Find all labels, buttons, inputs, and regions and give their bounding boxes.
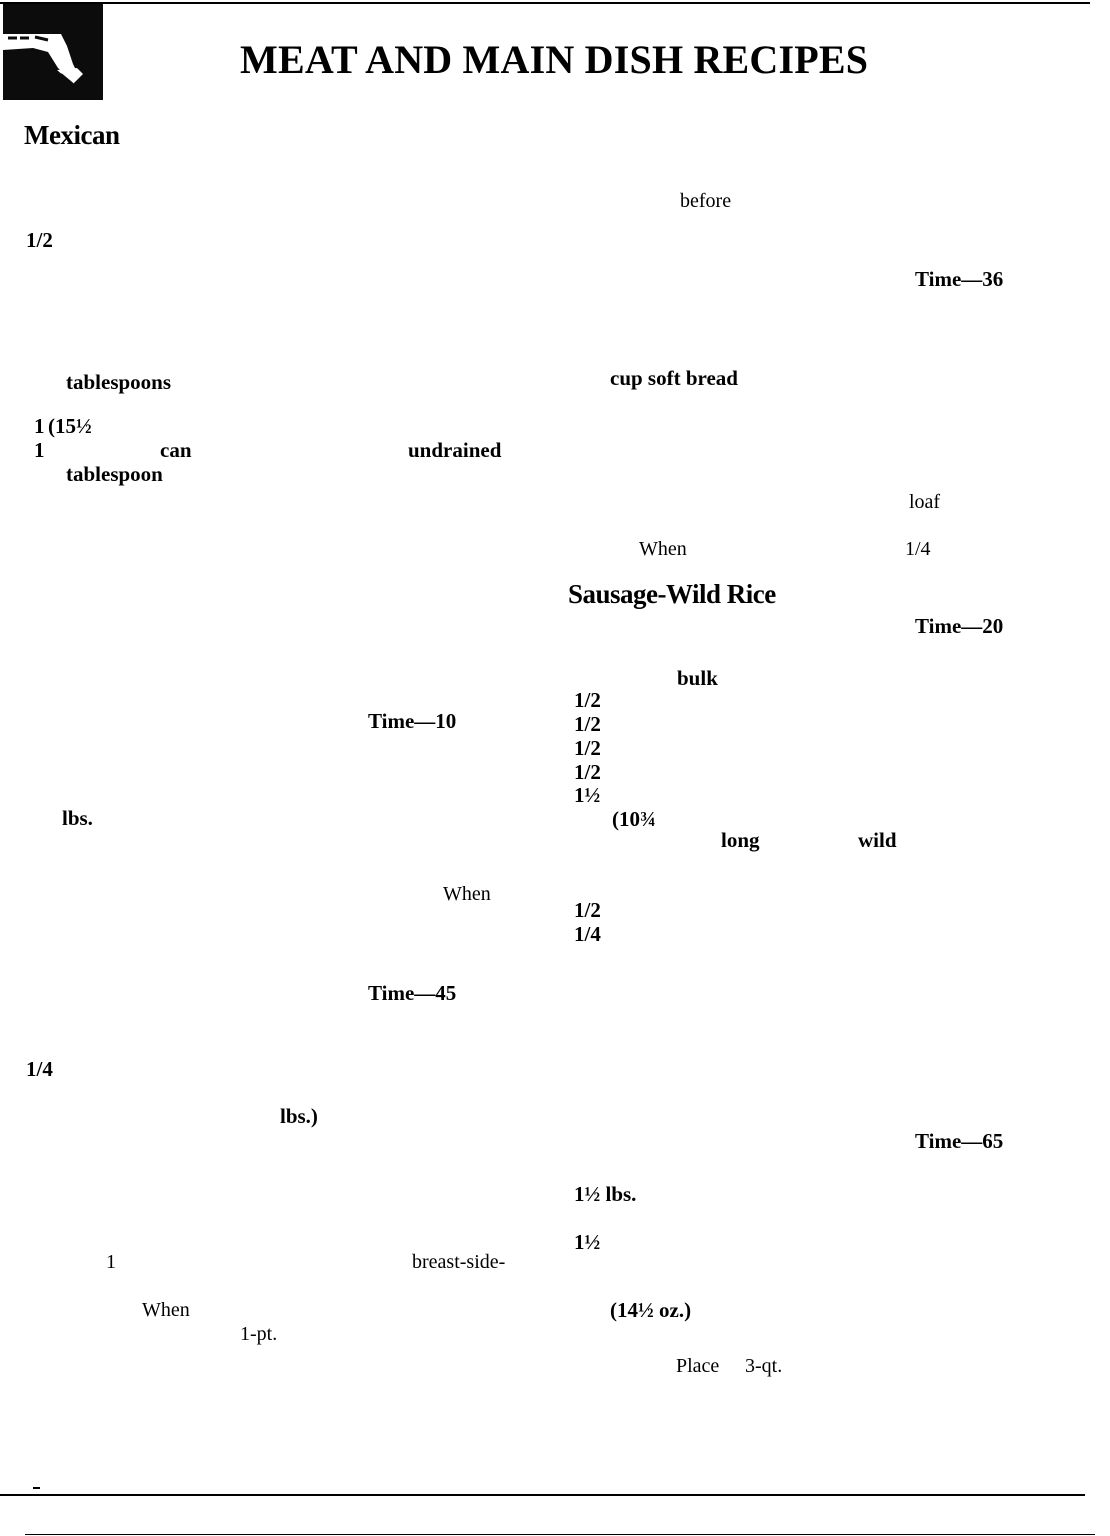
text-fragment: 1½ lbs. <box>574 1182 637 1206</box>
text-fragment: Place <box>676 1355 720 1377</box>
text-fragment: lbs.) <box>280 1104 318 1128</box>
text-fragment: tablespoons <box>66 370 172 394</box>
text-fragment: 3-qt. <box>745 1355 783 1377</box>
text-fragment: bulk <box>677 666 718 690</box>
text-fragment: 1/2 <box>574 712 601 736</box>
text-fragment: 1 <box>34 414 45 438</box>
text-fragment: Time—36 <box>915 267 1004 291</box>
text-fragment: 1/4 <box>26 1057 53 1081</box>
text-fragment: When <box>639 538 687 560</box>
text-fragment: cup soft bread <box>610 366 738 390</box>
section-title-sausage-wild-rice: Sausage-Wild Rice <box>568 579 776 609</box>
footer-rule <box>25 1534 1095 1535</box>
text-fragment: 1½ <box>574 1230 601 1254</box>
text-fragment: Time—45 <box>368 981 457 1005</box>
footer-dash <box>33 1487 40 1489</box>
text-fragment: 1/2 <box>574 688 601 712</box>
text-fragment: lbs. <box>62 806 93 830</box>
text-fragment: (15½ <box>48 414 92 438</box>
text-fragment: breast-side- <box>412 1251 506 1273</box>
top-rule <box>0 2 1090 4</box>
text-fragment: Time—10 <box>368 709 457 733</box>
text-fragment: When <box>443 883 491 905</box>
text-fragment: 1/4 <box>574 922 601 946</box>
text-fragment: long <box>721 828 760 852</box>
text-fragment: wild <box>858 828 897 852</box>
text-fragment: (14½ oz.) <box>610 1298 692 1322</box>
text-fragment: 1/2 <box>574 898 601 922</box>
page-title: MEAT AND MAIN DISH RECIPES <box>240 37 869 82</box>
text-fragment: When <box>142 1299 190 1321</box>
section-title-mexican: Mexican <box>24 120 120 150</box>
text-fragment: 1/4 <box>905 538 931 560</box>
bottom-rule <box>0 1494 1085 1496</box>
text-fragment: Time—20 <box>915 614 1004 638</box>
text-fragment: 1 <box>106 1251 116 1273</box>
text-fragment: before <box>680 190 732 212</box>
text-fragment: loaf <box>909 491 941 513</box>
text-fragment: undrained <box>408 438 502 462</box>
text-fragment: 1/2 <box>574 736 601 760</box>
text-fragment: Time—65 <box>915 1129 1004 1153</box>
text-fragment: tablespoon <box>66 462 163 486</box>
text-fragment: 1/2 <box>574 760 601 784</box>
text-fragment: 1 <box>34 438 45 462</box>
hand-pointer-icon <box>3 4 103 100</box>
text-fragment: 1/2 <box>26 228 53 252</box>
text-fragment: (10¾ <box>612 807 656 831</box>
text-fragment: 1-pt. <box>240 1323 278 1345</box>
text-fragment: 1½ <box>574 783 601 807</box>
text-fragment: can <box>160 438 192 462</box>
